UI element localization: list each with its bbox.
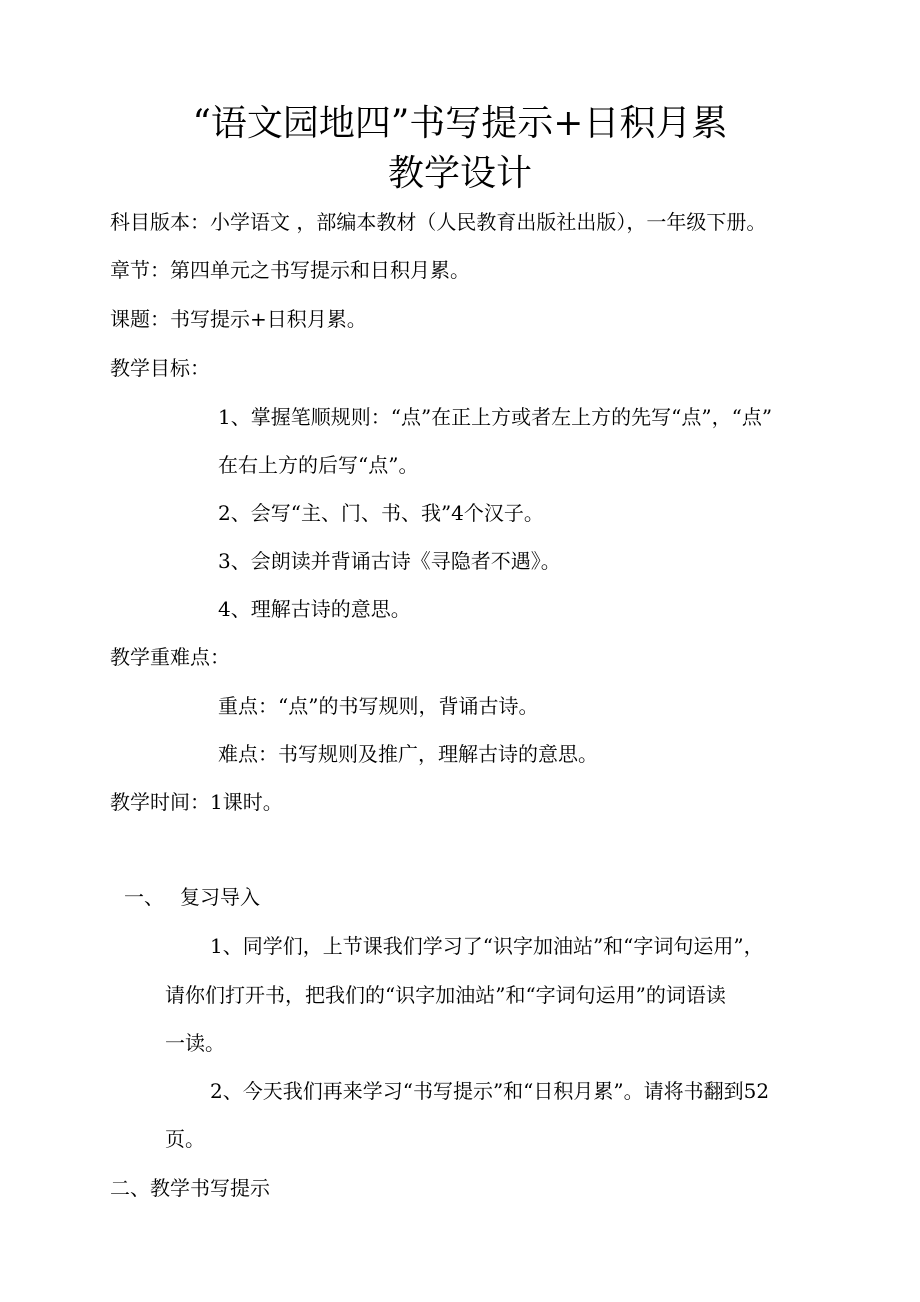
teaching-time: 教学时间：1课时。: [110, 790, 283, 814]
objective-1-line-2: 在右上方的后写“点”。: [218, 453, 419, 477]
section-1-paragraph-2-line-1: 2、今天我们再来学习“书写提示”和“日积月累”。请将书翻到52: [210, 1079, 770, 1103]
key-point: 重点：“点”的书写规则，背诵古诗。: [218, 694, 539, 718]
document-title-line2: 教学设计: [387, 153, 532, 194]
section-2-heading: 二、教学书写提示: [110, 1176, 270, 1200]
chapter: 章节：第四单元之书写提示和日积月累。: [110, 258, 470, 282]
objective-2: 2、会写“主、门、书、我”4个汉子。: [218, 501, 544, 525]
lesson-topic: 课题：书写提示+日积月累。: [110, 307, 367, 331]
section-1-number: 一、: [124, 885, 164, 909]
objectives-heading: 教学目标：: [110, 356, 210, 380]
difficulty-point: 难点：书写规则及推广，理解古诗的意思。: [218, 742, 598, 766]
subject-edition: 科目版本：小学语文 ，部编本教材（人民教育出版社出版），一年级下册。: [110, 210, 767, 234]
objective-1-line-1: 1、掌握笔顺规则：“点”在正上方或者左上方的先写“点”，“点”: [218, 405, 773, 429]
section-1-paragraph-1-line-1: 1、同学们，上节课我们学习了“识字加油站”和“字词句运用”，: [210, 934, 764, 958]
section-1-paragraph-1-line-2: 请你们打开书，把我们的“识字加油站”和“字词句运用”的词语读: [165, 983, 726, 1007]
objective-3: 3、会朗读并背诵古诗《寻隐者不遇》。: [218, 549, 561, 573]
document-title-line1: “语文园地四”书写提示+日积月累: [192, 103, 728, 144]
section-1-heading: 复习导入: [180, 885, 260, 909]
section-1-paragraph-2-line-2: 页。: [165, 1127, 205, 1151]
section-1-paragraph-1-line-3: 一读。: [165, 1031, 225, 1055]
key-points-heading: 教学重难点：: [110, 645, 230, 669]
objective-4: 4、理解古诗的意思。: [218, 597, 411, 621]
